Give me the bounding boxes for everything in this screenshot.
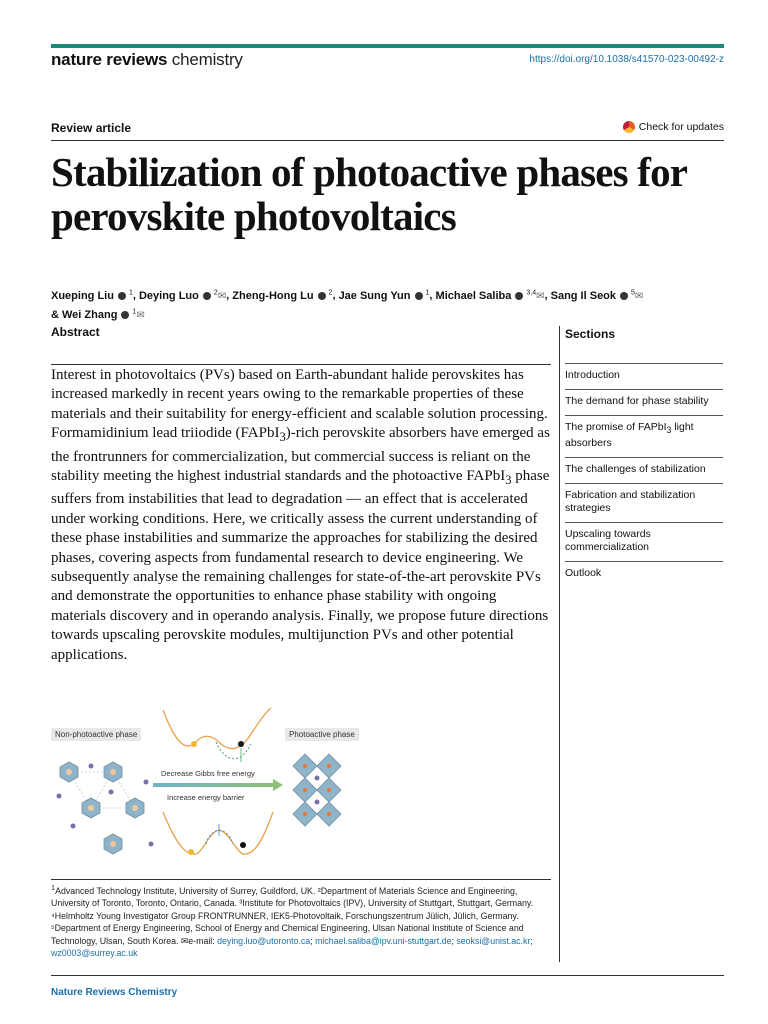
label-photoactive: Photoactive phase <box>285 728 359 741</box>
author[interactable] <box>551 290 644 302</box>
arrow-label-bottom: Increase energy barrier <box>167 793 245 802</box>
article-title: Stabilization of photoactive phases for perovskite photovoltaics <box>51 149 687 239</box>
orcid-icon[interactable] <box>203 292 211 300</box>
check-updates-label: Check for updates <box>638 121 724 133</box>
divider <box>51 140 724 141</box>
sections-nav <box>565 363 723 587</box>
author-name: & Wei Zhang <box>51 309 121 322</box>
mail-icon: ✉ <box>180 935 189 946</box>
orcid-icon[interactable] <box>118 292 126 300</box>
author[interactable] <box>51 290 133 302</box>
orcid-icon[interactable] <box>121 311 129 319</box>
energy-curve-top <box>163 708 271 749</box>
author[interactable] <box>339 290 430 302</box>
state-dot <box>188 849 194 855</box>
abstract-text: Interest in photovoltaics (PVs) based on Earth-abundant halide perovskites has increased markedly in recent years owing to the remarkable properties of these materials and their suitability for energy-efficient and scalable solution processing. Formamidinium lead triiodide (FAPbI$_3$)-rich perovskite absorbers have emerged as the frontrunners for commercialization, but commercial success is reliant on the stability meeting the highest industrial standards and the photoactive FAPbI$_3$ phase suffers from instabilities that lead to degradation — an effect that is accelerated under working conditions. Here, we critically assess the current understanding of these phase instabilities and summarize the approaches for stabilizing the desired phases, covering aspects from fundamental research to device engineering. We subsequently analyse the remaining challenges for state-of-the-art perovskite PVs and demonstrate the opportunities to enhance phase stability with ongoing materials discovery and in operando analysis. Finally, we propose future directions towards upscaling perovskite modules, multijunction PVs and other potential applications. <box>51 367 550 663</box>
email-link[interactable]: michael.saliba@ipv.uni-stuttgart.de <box>315 935 452 946</box>
journal-name-bold: nature reviews <box>51 50 168 69</box>
section-link-outlook[interactable]: Outlook <box>565 561 723 587</box>
check-for-updates-button[interactable] <box>623 121 724 133</box>
journal-name-light: chemistry <box>171 50 243 69</box>
transition-arrow-shaft <box>153 783 273 787</box>
section-link-challenges[interactable]: The challenges of stabilization <box>565 457 723 483</box>
email-link[interactable]: wz0003@surrey.ac.uk <box>51 948 138 959</box>
section-link-fabrication[interactable]: Fabrication and stabilization strategies <box>565 483 723 522</box>
abstract-heading: Abstract <box>51 325 100 339</box>
author-name: Jae Sung Yun <box>338 289 414 302</box>
state-dot <box>240 842 246 848</box>
state-dot <box>238 741 244 747</box>
author-affiliation: 1 <box>423 289 430 296</box>
footer-rule <box>51 975 724 976</box>
mail-icon[interactable]: ✉ <box>217 290 227 302</box>
affiliations: $^1$Advanced Technology Institute, University of Surrey, Guildford, UK. ²Department of Materials Science and Engineering, University of Toronto, Toronto, Ontario, Canada. ³Institute for Photovoltaics (IPV), University of Stuttgart, Stuttgart, Germany. ⁴Helmholtz Young Investigator Group FRONTRUNNER, IEK5-Photovoltaik, Forschungszentrum Jülich, Jülich, Germany. ⁵Department of Energy Engineering, School of Energy and Chemical Engineering, Ulsan National Institute of Science and Technology, Ulsan, South Korea. ✉e-mail: deying.luo@utoronto.ca; michael.saliba@ipv.uni-stuttgart.de; seoksi@unist.ac.kr; wz0003@surrey.ac.uk <box>51 883 534 959</box>
footer-journal[interactable]: Nature Reviews Chemistry <box>51 987 178 998</box>
mail-icon[interactable]: ✉ <box>536 290 545 302</box>
orcid-icon[interactable] <box>515 292 523 300</box>
author-affiliation: 3,4 <box>524 289 537 296</box>
section-link-fapbi3[interactable]: The promise of FAPbI$_3$ light absorbers <box>565 415 723 457</box>
author-name: Michael Saliba <box>435 289 515 302</box>
orcid-icon[interactable] <box>620 292 628 300</box>
transition-arrow-head <box>273 779 283 791</box>
author-list: Xueping Liu $^1$, Deying Luo $^2$✉, Zheng-Hong Lu $^2$, Jae Sung Yun $^1$, Michael Saliba $^{3,4}$✉, Sang Il Seok $^5$✉ & Wei Zhang $^1$✉ <box>51 289 644 322</box>
doi-link[interactable]: https://doi.org/10.1038/s41570-023-00492-z <box>529 54 724 65</box>
label-non-photoactive: Non-photoactive phase <box>51 728 141 741</box>
author-name: Sang Il Seok <box>550 289 620 302</box>
octahedra-left <box>60 762 144 854</box>
author-affiliation: 5 <box>629 289 635 296</box>
abstract-figure <box>51 704 381 864</box>
column-divider <box>559 326 560 962</box>
email-link[interactable]: seoksi@unist.ac.kr <box>456 935 531 946</box>
journal-logo[interactable] <box>51 50 243 70</box>
mail-icon[interactable]: ✉ <box>634 290 644 302</box>
sections-heading: Sections <box>565 327 616 341</box>
author[interactable] <box>139 290 226 302</box>
hexagonal-lattice <box>69 772 135 808</box>
orcid-icon[interactable] <box>318 292 326 300</box>
author-affiliation: 1 <box>127 289 133 296</box>
orcid-icon[interactable] <box>415 292 423 300</box>
author[interactable] <box>436 290 545 302</box>
crossmark-icon <box>623 121 635 133</box>
author-affiliation: 1 <box>130 308 137 316</box>
energy-curve-bottom <box>163 812 273 854</box>
section-link-upscaling[interactable]: Upscaling towards commercialization <box>565 522 723 561</box>
author-affiliation: 2 <box>211 289 218 296</box>
section-link-introduction[interactable]: Introduction <box>565 363 723 389</box>
arrow-label-top: Decrease Gibbs free energy <box>161 769 255 778</box>
author-name: Deying Luo <box>138 289 202 302</box>
header-rule <box>51 44 724 48</box>
article-type: Review article <box>51 121 132 135</box>
state-dot <box>191 741 197 747</box>
author-name: Xueping Liu <box>51 289 117 302</box>
author[interactable] <box>232 290 332 302</box>
divider <box>51 364 551 365</box>
section-link-phase-stability[interactable]: The demand for phase stability <box>565 389 723 415</box>
author-name: Zheng-Hong Lu <box>232 289 317 302</box>
octahedra-right <box>293 754 341 826</box>
email-link[interactable]: deying.luo@utoronto.ca <box>217 935 311 946</box>
author-affiliation: 2 <box>326 289 333 296</box>
divider <box>51 879 551 880</box>
phase-transition-diagram <box>51 704 381 864</box>
mail-icon[interactable]: ✉ <box>136 310 145 322</box>
author[interactable] <box>51 309 145 321</box>
